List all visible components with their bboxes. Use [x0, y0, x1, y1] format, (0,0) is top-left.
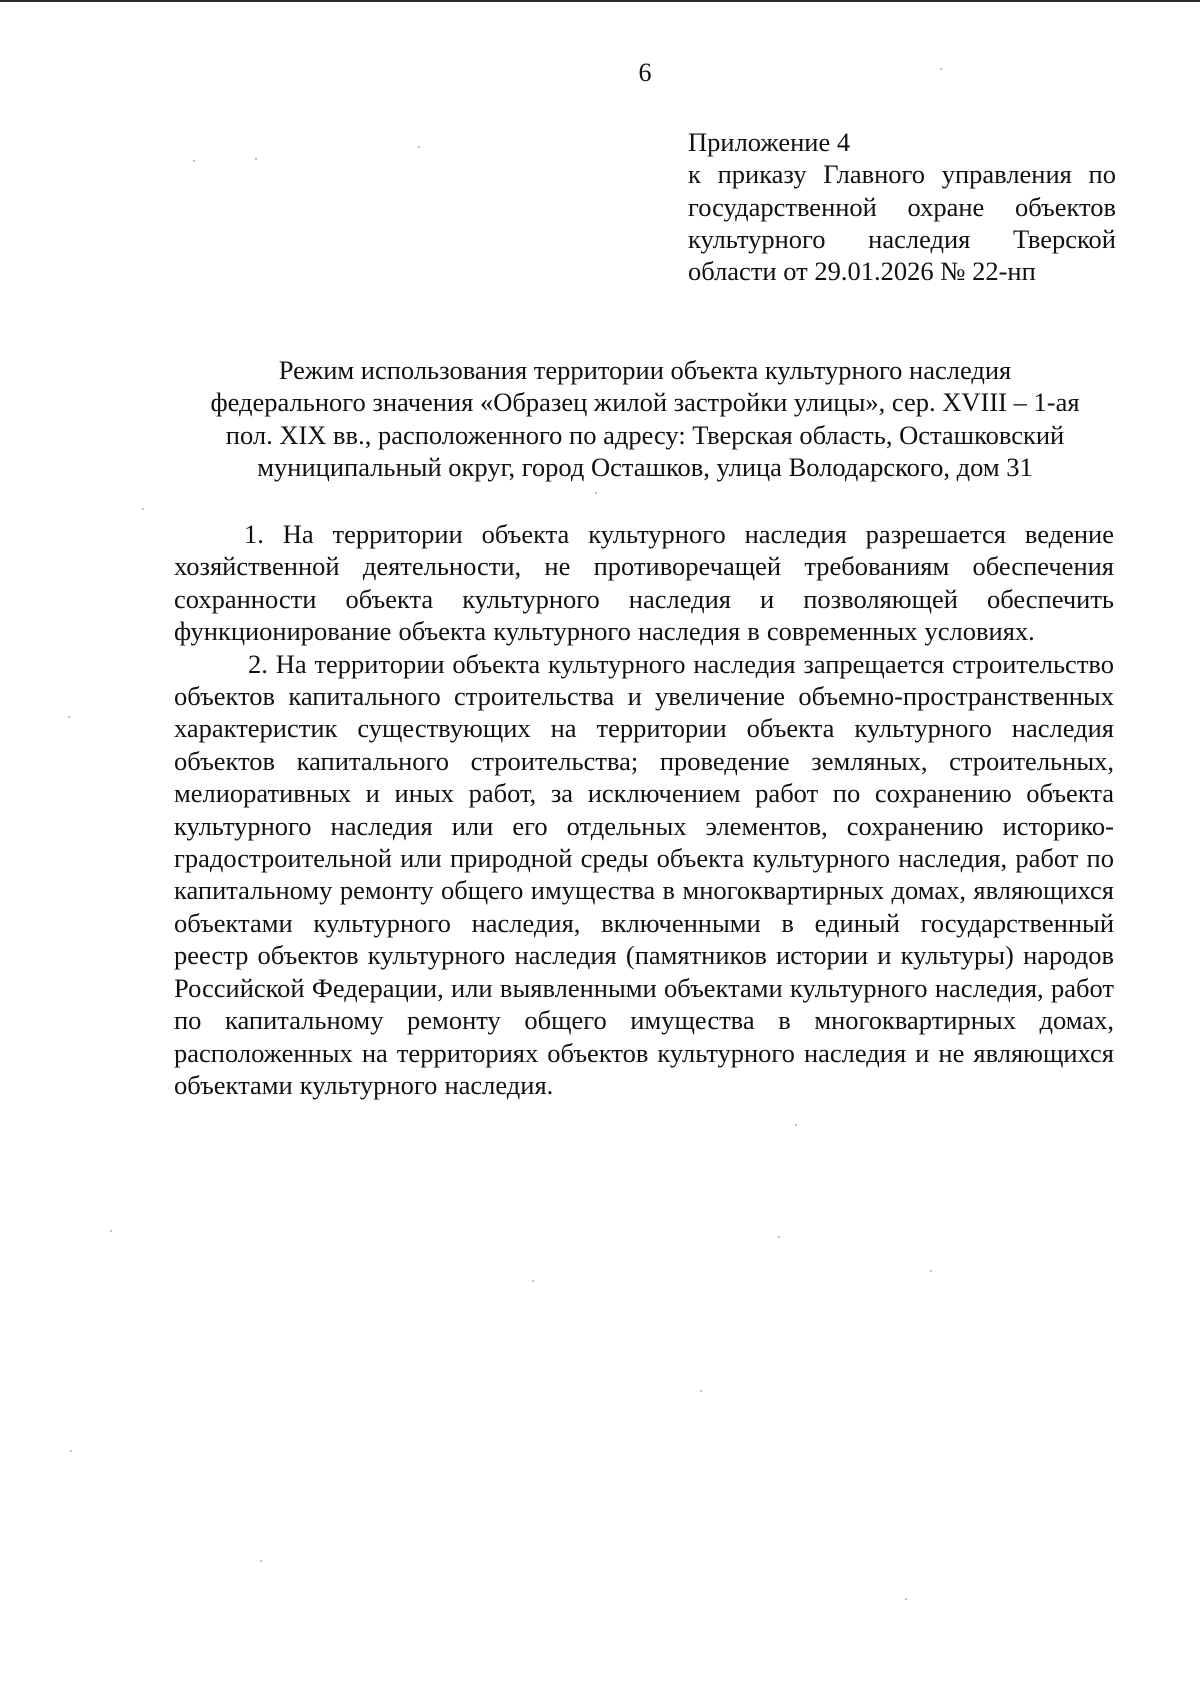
appendix-title: Приложение 4 [688, 127, 851, 157]
scan-speck [532, 1280, 534, 1282]
scan-speck [260, 1560, 262, 1562]
scan-speck [110, 1230, 112, 1232]
document-title-line: федерального значения «Образец жилой застройки улицы», сер. XVIII – 1-ая [210, 387, 1080, 418]
appendix-header [688, 126, 1116, 287]
page-number: 6 [638, 58, 652, 87]
scan-speck [255, 158, 257, 160]
appendix-reference: к приказу Главного управления по государственной охране объектов культурного наследия Тверской области от 29.01.2026 № 22-нп [688, 159, 1116, 287]
scan-speck [68, 716, 70, 718]
document-title [170, 354, 1120, 483]
scan-speck [595, 492, 597, 494]
scan-speck [930, 1270, 932, 1272]
document-title-line: Режим использования территории объекта культурного наследия [278, 355, 1012, 385]
document-title-line: муниципальный округ, город Осташков, улица Володарского, дом 31 [257, 451, 1033, 482]
scan-speck [940, 68, 942, 70]
scan-speck [70, 1450, 72, 1452]
scan-top-edge [0, 0, 1200, 2]
paragraph-1: 1. На территории объекта культурного наследия разрешается ведение хозяйственной деятельности, не противоречащей требованиям обеспечения сохранности объекта культурного наследия и позволяющей обеспечить функционирование объекта культурного наследия в современных условиях. [174, 519, 1114, 647]
scan-speck [142, 508, 144, 510]
document-body [174, 518, 1114, 1101]
scan-speck [795, 1124, 797, 1126]
scan-speck [778, 1236, 780, 1238]
scan-speck [418, 146, 420, 148]
scan-speck [193, 160, 195, 162]
scan-speck [700, 1390, 702, 1392]
scan-speck [905, 1598, 907, 1600]
document-title-line: пол. XIX вв., расположенного по адресу: Тверская область, Осташковский [225, 419, 1065, 450]
paragraph-2: 2. На территории объекта культурного наследия запрещается строительство объектов капитального строительства и увеличение объемно-пространственных характеристик существующих на территории объекта культурного наследия объектов капитального строительства; проведение земляных, строительных, мелиоративных и иных работ, за исключением работ по сохранению объекта культурного наследия или его отдельных элементов, сохранению историко-градостроительной или природной среды объекта культурного наследия, работ по капитальному ремонту общего имущества в многоквартирных домах, являющихся объектами культурного наследия, включенными в единый государственный реестр объектов культурного наследия (памятников истории и культуры) народов Российской Федерации, или выявленными объектами культурного наследия, работ по капитальному ремонту общего имущества в многоквартирных домах, расположенных на территориях объектов культурного наследия и не являющихся объектами культурного наследия. [174, 648, 1114, 1100]
